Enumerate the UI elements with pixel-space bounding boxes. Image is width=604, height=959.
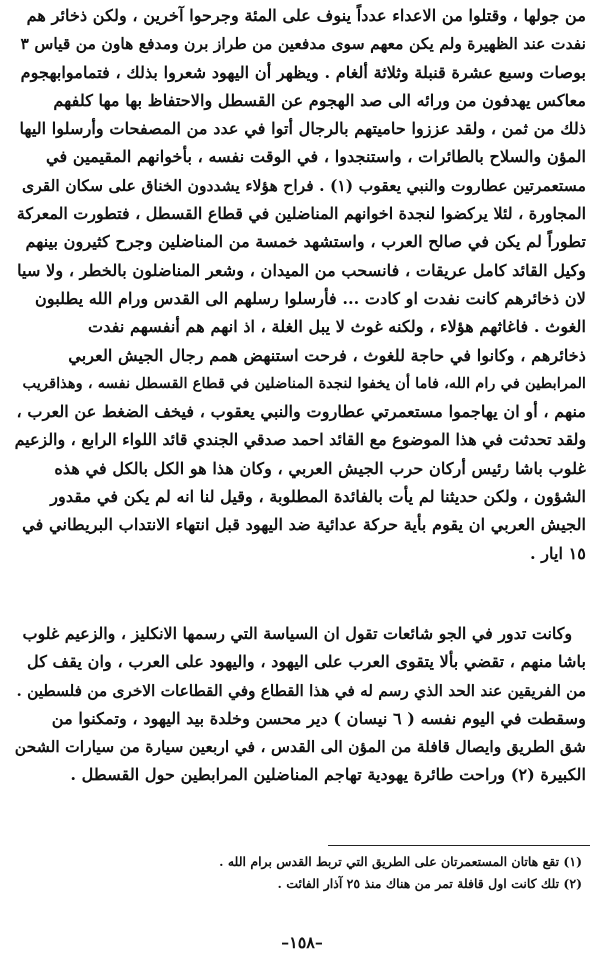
text-line: الكبيرة (٢) وراحت طائرة يهودية تهاجم المناضلين المرابطين حول القسطل . (70, 765, 586, 785)
footnote-1: (١) تقع هاتان المستعمرتان على الطريق التي تربط القدس برام الله . (219, 854, 582, 869)
footnote-separator (328, 845, 590, 846)
text-line: منهم ، أو ان يهاجموا مستعمرتي عطاروت والنبي يعقوب ، فيخف الضغط عن العرب ، (16, 402, 586, 422)
text-line: ذخائرهم ، وكانوا في حاجة للغوث ، فرحت استنهض همم رجال الجيش العربي (68, 345, 586, 365)
footnote-2: (٢) تلك كانت اول قافلة تمر من هناك منذ ٢٥ آذار الفائت . (277, 876, 582, 891)
text-line: وكانت تدور في الجو شائعات تقول ان السياسة التي رسمها الانكليز ، والزعيم غلوب (22, 624, 572, 643)
text-line: الجيش العربي ان يقوم بأية حركة عدائية ضد اليهود قبل انتهاء الانتداب البريطاني في (22, 515, 586, 535)
footnotes (22, 851, 582, 895)
text-line: المرابطين في رام الله، فاما أن يخفوا لنجدة المناضلين في قطاع القسطل نفسه ، وهذاقريب (22, 374, 586, 392)
text-line: غلوب باشا رئيس أركان حرب الجيش العربي ، وكان هذا هو الكل بالكل في هذه (54, 458, 586, 478)
page-number: –١٥٨– (281, 933, 323, 952)
text-line: تطوراً لم يكن في صالح العرب ، واستشهد خمسة من المناضلين وجرح كثيرون بينهم (25, 232, 586, 252)
text-line: ذلك من ثمن ، ولقد عززوا حاميتهم بالرجال أتوا في عدد من المصفحات وأرسلوا اليها (19, 119, 586, 139)
text-line: ١٥ ايار . (529, 543, 586, 563)
paragraph-1 (14, 2, 586, 568)
text-line: وسقطت في اليوم نفسه ( ٦ نيسان ) دير محسن وخلدة بيد اليهود ، وتمكنوا من (51, 708, 586, 728)
text-line: مستعمرتين عطاروت والنبي يعقوب (١) . فراح هؤلاء يشددون الخناق على سكان القرى (21, 175, 586, 195)
text-line: من الفريقين عند الحد الذي رسم له في هذا القطاع وفي القطاعات الاخرى من فلسطين . (16, 681, 586, 700)
text-line: ولقد تحدثت في هذا الموضوع مع القائد احمد صدقي الجندي قائد اللواء الرابع ، والزعيم (14, 430, 586, 450)
text-line: نفدت عند الظهيرة ولم يكن معهم سوى مدفعين من طراز برن ومدفع هاون من قياس ٣ (20, 34, 586, 54)
text-line: من جولها ، وقتلوا من الاعداء عدداً ينوف على المئة وجرحوا آخرين ، ولكن ذخائر هم (26, 6, 586, 25)
text-line: معاكس يهدفون من ورائه الى صد الهجوم عن القسطل والاحتفاظ بها مها كلفهم (53, 90, 586, 110)
text-line: شق الطريق وايصال قافلة من المؤن الى القدس ، في اربعين سيارة من سيارات الشحن (14, 737, 586, 757)
text-line: باشا منهم ، تقضي بألا يتقوى العرب على اليهود ، واليهود على العرب ، وان يقف كل (26, 652, 586, 672)
text-line: المجاورة ، لئلا يركضوا لنجدة اخوانهم المناضلين في قطاع القسطل ، فتطورت المعركة (16, 204, 586, 224)
text-line: لان ذخائرهم كانت نفدت او كادت ... فأرسلوا رسلهم الى القدس ورام الله يطلبون (35, 288, 586, 308)
text-line: المؤن والسلاح بالطائرات ، واستنجدوا ، في الوقت نفسه ، بأخوانهم المقيمين في (46, 147, 586, 167)
text-line: بوصات وسبع عشرة قنبلة وثلاثة ألغام . ويظهر أن اليهود شعروا بذلك ، فتماموابهجوم (20, 62, 586, 82)
text-line: وكيل القائد كامل عريقات ، فانسحب من الميدان ، وشعر المناضلون بالخطر ، ولا سيا (17, 260, 586, 280)
paragraph-2 (14, 620, 586, 790)
text-line: الغوث . فاغاثهم هؤلاء ، ولكنه غوث لا يبل الغلة ، اذ انهم هم أنفسهم نفدت (87, 317, 586, 337)
text-line: الشؤون ، ولكن حديثنا لم يأت بالفائدة المطلوبة ، وقيل لنا انه لم يكن في مقدور (50, 487, 586, 507)
